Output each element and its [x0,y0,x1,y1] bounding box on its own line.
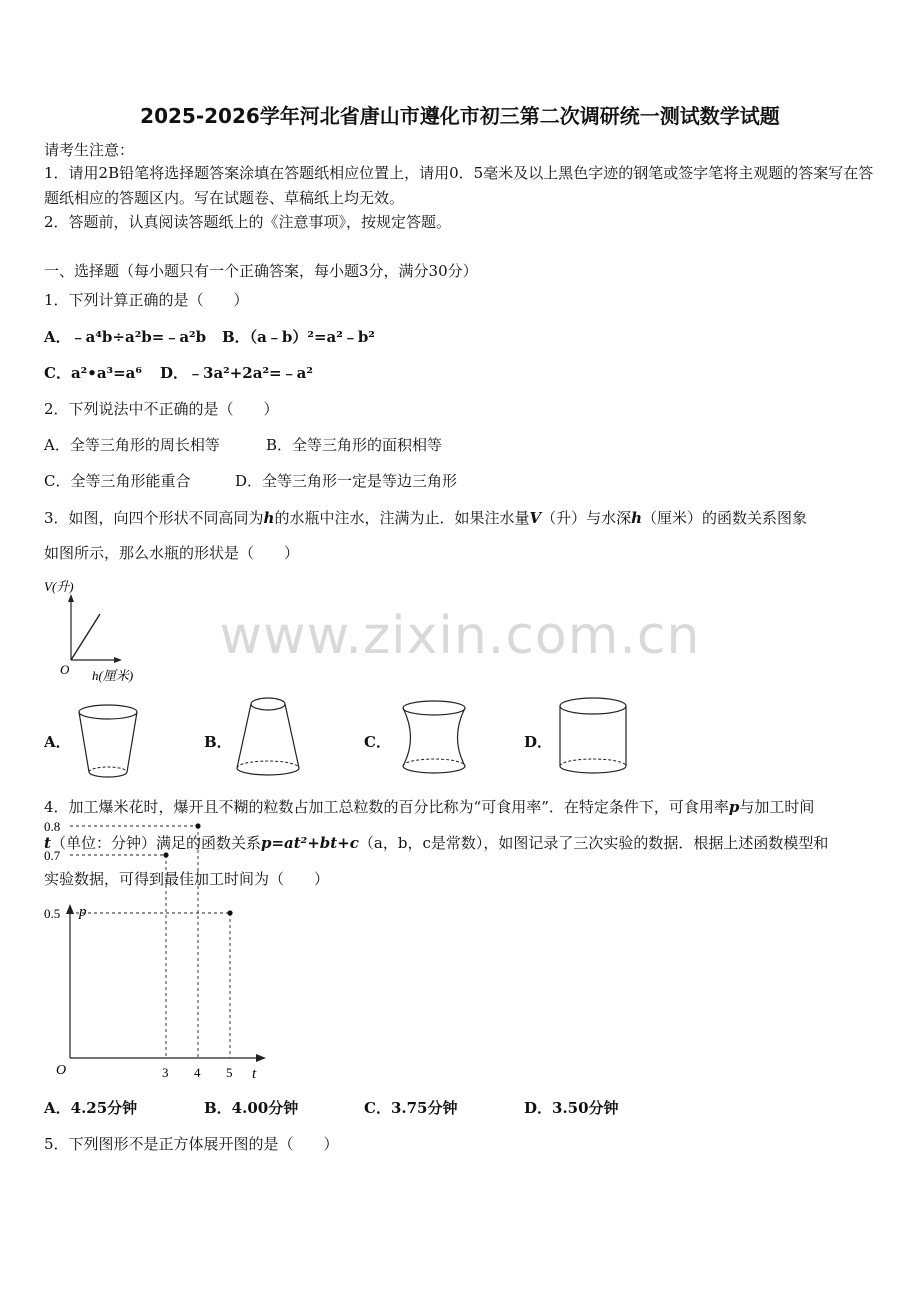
q3-var-h: h [263,509,275,527]
arrow-up-icon [66,904,74,914]
notice-item-2: 2．答题前，认真阅读答题纸上的《注意事项》，按规定答题。 [44,213,452,231]
y-tick-label: 0.8 [44,819,61,834]
y-tick-label: 0.5 [44,906,61,921]
q3-stem-part: （厘米）的函数关系图象 [642,509,808,527]
q3-option-b-label: B． [204,733,232,751]
x-tick-label: 5 [226,1065,233,1080]
notice-item-1: 1．请用2B铅笔将选择题答案涂填在答题纸相应位置上，请用0．5毫米及以上黑色字迹的钢笔或签字笔将主观题的答案写在答题纸相应的答题区内。写在试题卷、草稿纸上均无效。 [44,164,874,207]
q3-stem-part: 3．如图，向四个形状不同高同为 [44,509,264,527]
q3-stem-line2: 如图所示，那么水瓶的形状是（ ） [44,544,300,562]
q5-stem: 5．下列图形不是正方体展开图的是（ ） [44,1135,339,1153]
q1-option-a: A．﹣a⁴b÷a²b=﹣a²b [44,328,207,346]
q4-stem-part: 4．加工爆米花时，爆开且不糊的粒数占加工总粒数的百分比称为“可食用率”．在特定条件下，可食用率 [44,798,729,816]
q3-option-c-label: C． [364,733,391,751]
arrow-right-icon [256,1054,266,1062]
q3-graph-ylabel: V(升) [44,579,74,594]
watermark: www.zixin.com.cn [219,606,701,666]
section-heading: 一、选择题（每小题只有一个正确答案，每小题3分，满分30分） [44,262,478,280]
page-title: 2025-2026学年河北省唐山市遵化市初三第二次调研统一测试数学试题 [140,104,780,128]
q4-var-p: p [728,798,740,816]
q4-stem-line2 [44,832,828,853]
q3-option-a-label: A． [44,733,71,751]
arrow-up-icon [68,594,74,602]
q2-stem: 2．下列说法中不正确的是（ ） [44,400,279,418]
q3-option-d-label: D． [524,733,553,751]
vessel-c-icon [398,698,470,782]
q4-stem-part: （a，b，c是常数），如图记录了三次实验的数据．根据上述函数模型和 [358,834,829,852]
q3-stem-part: 的水瓶中注水，注满为止．如果注水量 [274,509,530,527]
q4-stem-part: （单位：分钟）满足的函数关系 [50,834,261,852]
vessel-d-icon [556,696,630,782]
y-axis-label: p [79,904,87,920]
q4-option-a: A．4.25分钟 [44,1099,138,1117]
q3-stem [44,507,807,528]
vessel-a-icon [76,700,140,782]
x-tick-label: 4 [194,1065,201,1080]
q1-stem: 1．下列计算正确的是（ ） [44,291,249,309]
data-point [163,852,168,857]
q4-option-c: C．3.75分钟 [364,1099,458,1117]
q4-stem-line3: 实验数据，可得到最佳加工时间为（ ） [44,870,330,888]
vessel-b-icon [232,694,304,782]
x-tick-label: 3 [162,1065,169,1080]
q2-option-a: A．全等三角形的周长相等 [44,436,220,454]
q1-option-b: B．（a﹣b）²=a²﹣b² [222,328,375,346]
q3-var-v: V [529,509,542,527]
x-axis-label: t [252,1066,257,1082]
q4-option-b: B．4.00分钟 [204,1099,299,1117]
q3-stem-part: （升）与水深 [541,509,632,527]
y-tick-label: 0.7 [44,848,61,863]
q1-option-c: C．a²•a³=a⁶ [44,364,142,382]
q4-stem-part: 与加工时间 [739,798,815,816]
q4-formula: p=at²+bt+c [260,834,359,852]
q4-stem [44,796,814,817]
q2-option-b: B．全等三角形的面积相等 [266,436,443,454]
q2-option-c: C．全等三角形能重合 [44,472,191,490]
data-point [195,823,200,828]
q4-var-t: t [44,834,51,852]
q3-graph-origin: O [60,662,70,677]
data-point [227,910,232,915]
q3-graph-xlabel: h(厘米) [92,668,134,683]
q4-option-d: D．3.50分钟 [524,1099,619,1117]
q2-option-d: D．全等三角形一定是等边三角形 [235,472,458,490]
q1-option-d: D．﹣3a²+2a²=﹣a² [160,364,313,382]
notice-heading: 请考生注意： [44,141,135,159]
origin-label: O [56,1063,67,1078]
q3-var-h: h [631,509,643,527]
